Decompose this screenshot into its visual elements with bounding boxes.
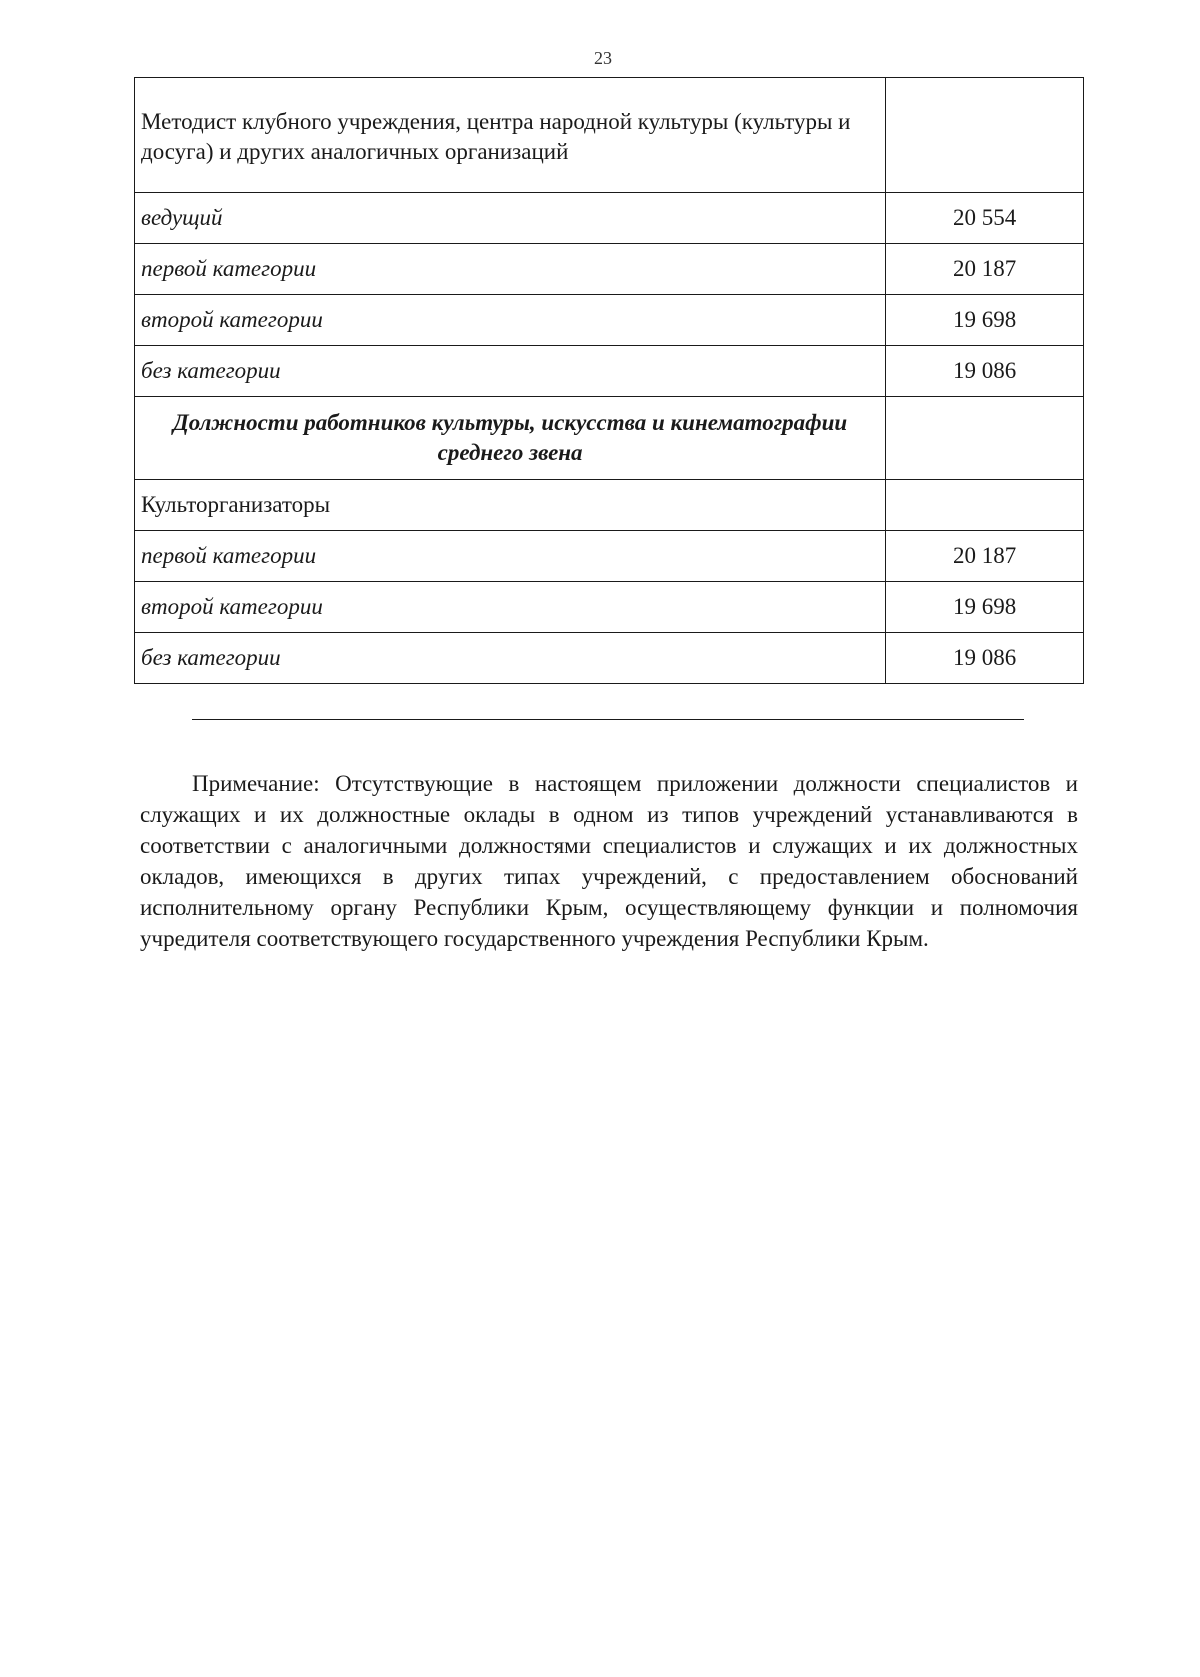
salary-table bbox=[134, 77, 1084, 684]
table-row bbox=[135, 193, 1084, 244]
table-row bbox=[135, 582, 1084, 633]
salary-value-cell: 20 554 bbox=[886, 193, 1084, 244]
salary-value-cell: 19 086 bbox=[886, 633, 1084, 684]
category-name-cell: первой категории bbox=[135, 531, 886, 582]
table-row bbox=[135, 78, 1084, 193]
position-group-cell bbox=[135, 78, 886, 193]
table-row bbox=[135, 531, 1084, 582]
salary-value-cell: 20 187 bbox=[886, 531, 1084, 582]
table-row bbox=[135, 633, 1084, 684]
salary-value-cell: 19 086 bbox=[886, 346, 1084, 397]
section-divider bbox=[192, 719, 1024, 720]
table-row bbox=[135, 244, 1084, 295]
salary-value-cell bbox=[886, 397, 1084, 480]
salary-value-cell bbox=[886, 78, 1084, 193]
salary-value-cell: 20 187 bbox=[886, 244, 1084, 295]
table-row bbox=[135, 397, 1084, 480]
category-name-cell: без категории bbox=[135, 633, 886, 684]
table-row bbox=[135, 480, 1084, 531]
category-name-cell: первой категории bbox=[135, 244, 886, 295]
category-name-cell: ведущий bbox=[135, 193, 886, 244]
page-number: 23 bbox=[594, 48, 612, 68]
note-paragraph: Примечание: Отсутствующие в настоящем приложении должности специалистов и служащих и их должностные оклады в одном из типов учреждений устанавливаются в соответствии с аналогичными должностями специалистов и служащих и их должностных окладов, имеющихся в других типах учреждений, с предоставлением обоснований исполнительному органу Республики Крым, осуществляющему функции и полномочия учредителя соответствующего государственного учреждения Республики Крым. bbox=[140, 771, 1078, 951]
position-group-cell: Культорганизаторы bbox=[135, 480, 886, 531]
salary-value-cell: 19 698 bbox=[886, 295, 1084, 346]
position-group-name: Методист клубного учреждения, центра народной культуры (культуры и досуга) и других аналогичных организаций bbox=[141, 109, 851, 164]
salary-value-cell bbox=[886, 480, 1084, 531]
table-row bbox=[135, 346, 1084, 397]
category-name-cell: второй категории bbox=[135, 295, 886, 346]
category-name-cell: без категории bbox=[135, 346, 886, 397]
salary-value-cell: 19 698 bbox=[886, 582, 1084, 633]
category-name-cell: второй категории bbox=[135, 582, 886, 633]
section-heading-cell: Должности работников культуры, искусства и кинематографии среднего звена bbox=[135, 397, 886, 480]
table-row bbox=[135, 295, 1084, 346]
